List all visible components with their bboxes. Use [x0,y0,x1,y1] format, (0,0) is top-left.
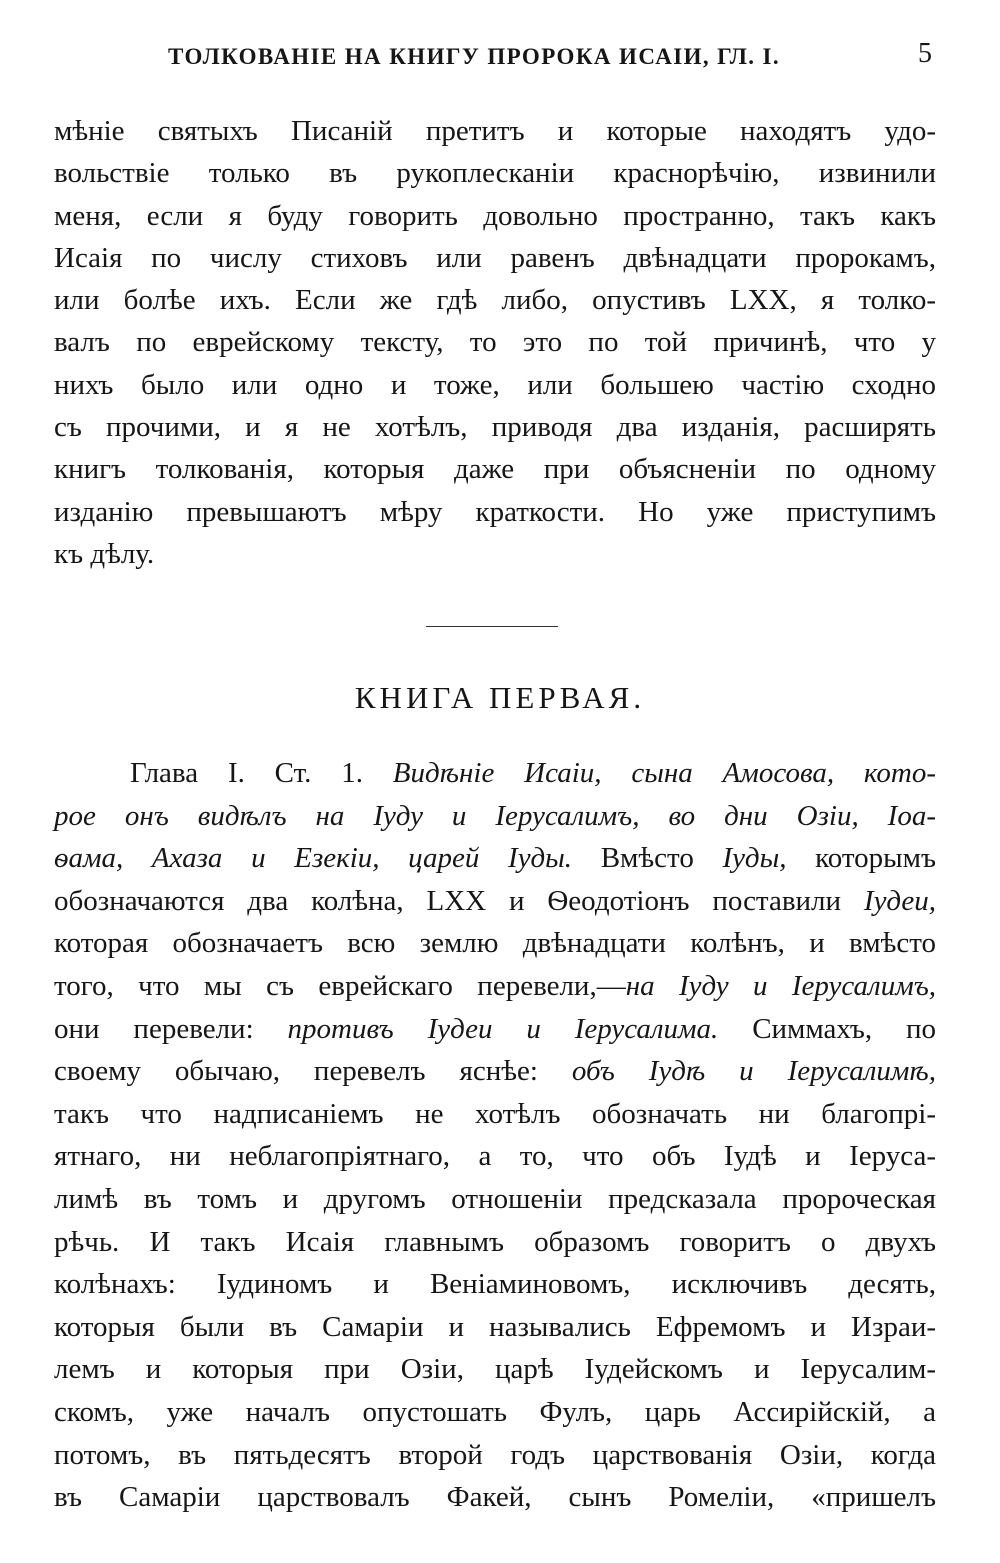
text-line: скомъ, уже началъ опустошать Фулъ, царь Ассирійскій, а [54,1395,936,1428]
scripture-quote: на Іуду и Іерусалимъ, [625,969,936,1002]
text-line: меня, если я буду говорить довольно пространно, такъ какъ [54,199,936,232]
text-line: которая обозначаетъ всю землю двѣнадцати колѣнъ, и вмѣсто [54,927,936,960]
text-line: книгъ толкованія, которыя даже при объясненіи по одному [54,453,936,486]
text-line: нихъ было или одно и тоже, или большею частію сходно [54,368,936,401]
text-line [54,795,936,838]
scripture-quote: Іуды, [722,842,787,875]
text-run: Вмѣсто [572,842,723,875]
text-line: рѣчь. И такъ Исаія главнымъ образомъ говоритъ о двухъ [54,1225,936,1258]
chapter-paragraph [54,752,936,1519]
text-line: ятнаго, ни неблагопріятнаго, а то, что объ Іудѣ и Іеруса- [54,1140,936,1173]
scripture-quote: противъ Іудеи и Іерусалима. [287,1012,719,1045]
chapter-verse-ref: Глава І. Ст. 1. [130,757,393,789]
text-line [54,880,936,923]
text-line: лемъ и которыя при Озіи, царѣ Іудейскомъ и Іерусалим- [54,1353,936,1386]
text-run: они перевели: [54,1012,288,1045]
text-line [54,1008,936,1051]
text-line: мѣніе святыхъ Писаній претитъ и которые находятъ удо- [54,115,936,147]
text-line [54,1050,936,1093]
text-run: обозначаются два колѣна, LXX и Ѳеодотіонъ поставили [54,884,864,917]
text-line: въ Самаріи царствовалъ Факей, сынъ Ромеліи, «пришелъ [54,1481,936,1514]
text-run: Симмахъ, по [718,1012,936,1045]
text-line: которыя были въ Самаріи и назывались Ефремомъ и Израи- [54,1310,936,1343]
text-line [54,837,936,880]
text-line: лимѣ въ томъ и другомъ отношеніи предсказала пророческая [54,1182,936,1215]
section-divider [426,626,558,627]
text-line [54,965,936,1008]
scripture-quote: рое онъ видѣлъ на Іуду и Іерусалимъ, во дни Озіи, Іоа- [54,799,936,832]
page-number: 5 [918,38,932,69]
text-line: потомъ, въ пятьдесятъ второй годъ царствованія Озіи, когда [54,1438,936,1471]
running-header [0,38,1000,84]
text-line: или болѣе ихъ. Если же гдѣ либо, опустивъ LXX, я толко- [54,284,936,317]
scripture-quote: Видѣніе Исаіи, сына Амосова, кото- [392,757,936,789]
text-line: валъ по еврейскому тексту, то это по той причинѣ, что у [54,326,936,359]
preface-paragraph [54,110,936,575]
text-line: къ дѣлу. [54,537,155,570]
scripture-quote: объ Іудѣ и Іерусалимѣ, [571,1055,937,1088]
text-line: Исаія по числу стиховъ или равенъ двѣнадцати пророкамъ, [54,241,936,274]
text-run: того, что мы съ еврейскаго перевели,— [54,969,626,1002]
running-title: ТОЛКОВАНІЕ НА КНИГУ ПРОРОКА ИСАІИ, ГЛ. І. [168,44,781,69]
scripture-quote: Іудеи, [863,884,936,917]
text-line: колѣнахъ: Іудиномъ и Веніаминовомъ, исключивъ десять, [54,1268,936,1301]
text-line: изданію превышаютъ мѣру краткости. Но уже приступимъ [54,495,936,528]
section-title: КНИГА ПЕРВАЯ. [354,680,646,715]
text-line [54,752,936,795]
text-line: такъ что надписаніемъ не хотѣлъ обозначать ни благопрі- [54,1097,936,1130]
text-run: своему обычаю, перевелъ яснѣе: [54,1055,572,1088]
text-line: съ прочими, и я не хотѣлъ, приводя два изданія, расширять [54,411,936,444]
text-run: которымъ [786,842,937,875]
scripture-quote: ѳама, Ахаза и Езекіи, царей Іуды. [54,842,573,875]
text-line: вольствіе только въ рукоплесканіи краснорѣчію, извинили [54,157,936,190]
